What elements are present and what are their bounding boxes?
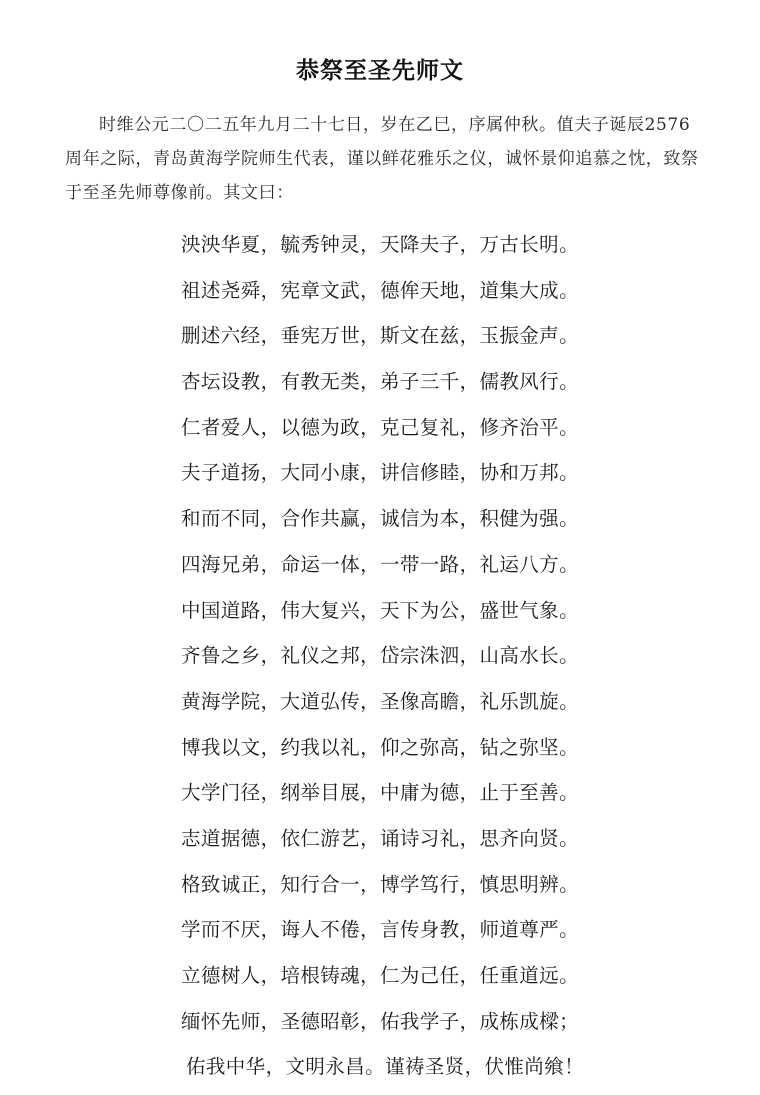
verse-line: 格致诚正，知行合一，博学笃行，慎思明辨。 — [180, 872, 579, 896]
verse-line: 黄海学院，大道弘传，圣像高瞻，礼乐凯旋。 — [180, 689, 579, 713]
verse-line: 祖述尧舜，宪章文武，德侔天地，道集大成。 — [180, 278, 579, 302]
verse-line: 删述六经，垂宪万世，斯文在兹，玉振金声。 — [180, 324, 579, 348]
verse-line: 和而不同，合作共赢，诚信为本，积健为强。 — [180, 507, 579, 531]
verse-line: 齐鲁之乡，礼仪之邦，岱宗洙泗，山高水长。 — [180, 644, 579, 668]
verse-line: 立德树人，培根铸魂，仁为己任，任重道远。 — [180, 964, 579, 987]
verse-line: 泱泱华夏，毓秀钟灵，天降夫子，万古长明。 — [180, 233, 579, 256]
verse-line: 中国道路，伟大复兴，天下为公，盛世气象。 — [180, 598, 579, 622]
verse-line: 杏坛设教，有教无类，弟子三千，儒教风行。 — [180, 370, 579, 394]
verse-line: 学而不厌，诲人不倦，言传身教，师道尊严。 — [180, 918, 579, 942]
verse-line: 缅怀先师，圣德昭彰，佑我学子，成栋成樑； — [180, 1009, 579, 1033]
document-title: 恭祭至圣先师文 — [296, 57, 464, 84]
preface-paragraph: 时维公元二〇二五年九月二十七日，岁在乙巳，序属仲秋。值夫子诞辰2576周年之际，青岛黄海学院师生代表，谨以鲜花雅乐之仪，诚怀景仰追慕之忱，致祭于至圣先师尊像前。其文曰： — [65, 115, 699, 203]
verse-line: 博我以文，约我以礼，仰之弥高，钻之弥坚。 — [180, 735, 579, 759]
verse-line: 大学门径，纲举目展，中庸为德，止于至善。 — [180, 781, 579, 805]
verse-line: 佑我中华，文明永昌。谨祷圣贤，伏惟尚飨！ — [185, 1055, 584, 1079]
verse-line: 夫子道扬，大同小康，讲信修睦，协和万邦。 — [180, 461, 579, 485]
verse-line: 仁者爱人，以德为政，克己复礼，修齐治平。 — [180, 415, 579, 439]
verse-list — [0, 222, 760, 1090]
verse-line: 志道据德，依仁游艺，诵诗习礼，思齐向贤。 — [180, 826, 579, 850]
verse-line: 四海兄弟，命运一体，一带一路，礼运八方。 — [180, 552, 579, 576]
